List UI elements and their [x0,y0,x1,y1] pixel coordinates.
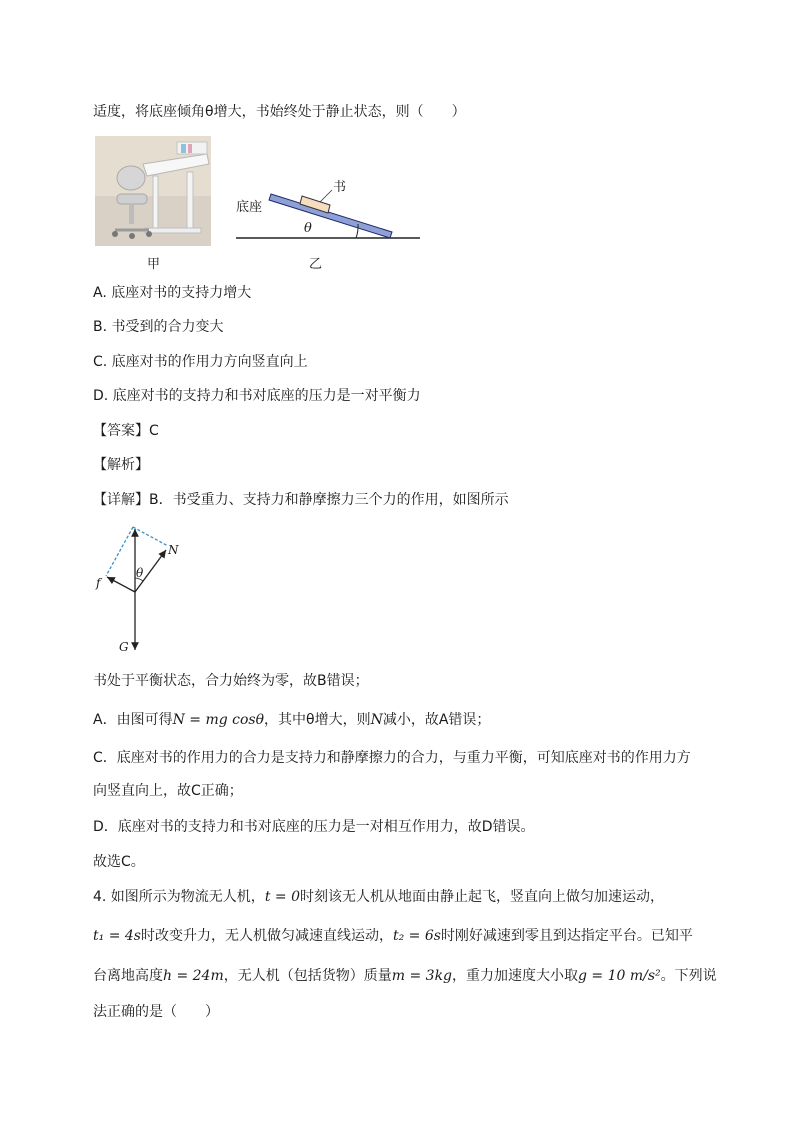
final-choice: 故选C。 [93,854,145,870]
q4-l2-t1: t₁ = 4s [93,928,141,944]
option-c: C. 底座对书的作用力方向竖直向上 [93,354,308,370]
q4-l2-t2: t₂ = 6s [392,928,441,944]
figure-label-yi: 乙 [309,257,323,272]
option-d: D. 底座对书的支持力和书对底座的压力是一对平衡力 [93,388,421,404]
analysis-label: 【解析】 [93,457,149,473]
force-label-n: N [168,543,179,557]
friction-arrow [107,577,135,592]
q4-l1-b: 时刻该无人机从地面由静止起飞，竖直向上做匀加速运动， [299,889,664,905]
book-label: 书 [333,180,347,195]
q4-l3-d: 。下列说 [660,968,717,984]
b-conclusion: 书处于平衡状态，合力始终为零，故B错误； [93,673,369,689]
a-formula: N = mg cosθ [172,712,265,728]
force-label-f: f [96,576,101,590]
detail-intro: B．书受重力、支持力和静摩擦力三个力的作用，如图所示 [149,492,509,508]
base-board [269,194,392,238]
q4-l3-b: ，无人机（包括货物）质量 [223,968,392,984]
option-a: A. 底座对书的支持力增大 [93,285,252,301]
c-explanation-line2: 向竖直向上，故C正确； [93,783,243,799]
a-middle: ，其中θ增大，则 [264,712,371,728]
detail-label: 【详解】 [93,492,149,508]
a-explanation [93,710,490,730]
q4-line4: 法正确的是（ ） [93,1004,219,1020]
answer-value: C [149,423,159,439]
q4-l2-b: 时刚好减速到零且到达指定平台。已知平 [440,928,693,944]
q4-line3 [93,966,717,986]
q4-l3-a: 台离地高度 [93,968,163,984]
dashed-line-top [133,527,168,546]
detail-intro-line [93,490,509,510]
question-stem: 适度，将底座倾角θ增大，书始终处于静止状态，则（ ） [93,104,466,120]
a-var: N [370,712,383,728]
q4-l1-t: t = 0 [264,889,300,905]
option-b: B. 书受到的合力变大 [93,319,224,335]
figure-label-jia: 甲 [147,257,161,272]
c-explanation-line1: C．底座对书的作用力的合力是支持力和静摩擦力的合力，与重力平衡，可知底座对书的作用力方 [93,750,691,766]
q4-l1-a: 4. 如图所示为物流无人机， [93,889,265,905]
q4-line2 [93,926,693,946]
desk-chair-photo [95,136,211,246]
q4-line1 [93,887,664,907]
q4-l3-h: h = 24m [163,968,224,984]
dashed-line-left [106,527,133,576]
theta-label: θ [304,221,312,236]
base-label: 底座 [236,200,263,215]
answer-line [93,421,159,441]
a-prefix: A．由图可得 [93,712,173,728]
d-explanation: D．底座对书的支持力和书对底座的压力是一对相互作用力，故D错误。 [93,819,535,835]
force-label-theta: θ [136,566,144,580]
q4-l3-c: ，重力加速度大小取 [452,968,579,984]
q4-l2-a: 时改变升力，无人机做匀减速直线运动， [140,928,393,944]
a-suffix: 减小，故A错误； [382,712,491,728]
answer-label: 【答案】 [93,423,149,439]
q4-l3-m: m = 3kg [391,968,453,984]
q4-l3-g: g = 10 m/s² [578,968,661,984]
force-label-g: G [119,640,129,654]
